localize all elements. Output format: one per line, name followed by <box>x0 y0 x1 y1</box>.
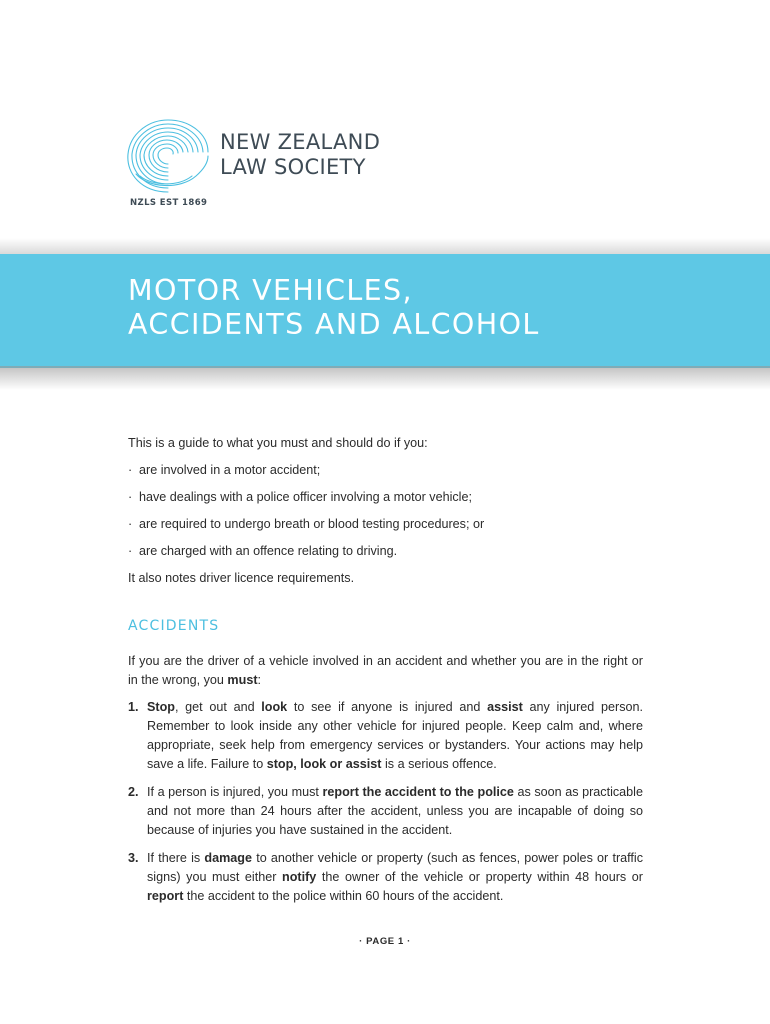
page-number: · PAGE 1 · <box>359 936 411 947</box>
list-item <box>128 542 643 561</box>
list-item <box>128 515 643 534</box>
list-item <box>128 698 643 774</box>
step-text: as soon as practicable and not more than 24 hours after the accident, unless you are incapable of doing so because of injuries you have sustained in the accident. <box>147 785 643 837</box>
lead-bold: must <box>227 673 258 687</box>
intro-lead: This is a guide to what you must and should do if you: <box>128 436 428 450</box>
org-name-line1: NEW ZEALAND <box>220 130 381 154</box>
list-item <box>128 488 643 507</box>
list-item <box>128 849 643 906</box>
step-text: to another vehicle or property (such as fences, power poles or traffic signs) you must either <box>147 851 644 884</box>
banner-shadow-bottom <box>0 366 770 390</box>
step-text: , get out and <box>174 700 262 714</box>
step-text: to see if anyone is injured and <box>287 700 488 714</box>
document-title <box>128 274 540 342</box>
list-item <box>128 461 643 480</box>
org-established: NZLS EST 1869 <box>130 198 208 208</box>
spiral-wave-logo-icon <box>122 116 214 196</box>
step-bold: damage <box>204 851 252 865</box>
step-bold: Stop <box>147 700 175 714</box>
bullet-dot: · <box>128 490 133 504</box>
document-title-line1: MOTOR VEHICLES, <box>128 274 414 307</box>
bullet-text: have dealings with a police officer involving a motor vehicle; <box>139 490 472 504</box>
section-heading-accidents: ACCIDENTS <box>128 618 220 634</box>
bullet-dot: · <box>128 517 133 531</box>
bullet-text: are involved in a motor accident; <box>139 463 321 477</box>
intro-outro: It also notes driver licence requirements. <box>128 571 355 585</box>
document-body <box>128 434 643 915</box>
lead-text: If you are the driver of a vehicle involved in an accident and whether you are in the right or in the wrong, you <box>128 654 643 687</box>
document-title-line2: ACCIDENTS AND ALCOHOL <box>128 308 540 341</box>
accidents-lead <box>128 652 643 690</box>
step-text: any injured person. Remember to look inside any other vehicle for injured people. Keep calm and, where appropriate, seek help from emergency services or bystanders. Your actions may help save a life. Failure to <box>147 700 643 771</box>
step-bold: look <box>261 700 288 714</box>
bullet-text: are charged with an offence relating to driving. <box>139 544 398 558</box>
step-number: 1. <box>128 700 139 714</box>
org-name-line2: LAW SOCIETY <box>220 155 366 179</box>
bullet-dot: · <box>128 544 133 558</box>
step-text: If there is <box>147 851 205 865</box>
step-text: is a serious offence. <box>381 757 497 771</box>
lead-end: : <box>257 673 262 687</box>
bullet-text: are required to undergo breath or blood testing procedures; or <box>139 517 485 531</box>
step-text: If a person is injured, you must <box>147 785 323 799</box>
step-number: 3. <box>128 851 139 865</box>
step-bold: report <box>147 889 184 903</box>
bullet-dot: · <box>128 463 133 477</box>
step-bold: report the accident to the police <box>322 785 514 799</box>
step-bold: assist <box>487 700 523 714</box>
accident-steps-list <box>128 698 643 906</box>
step-text: the accident to the police within 60 hours of the accident. <box>183 889 504 903</box>
intro-bullet-list <box>128 461 643 561</box>
step-text: the owner of the vehicle or property within 48 hours or <box>316 870 643 884</box>
step-bold: stop, look or assist <box>266 757 382 771</box>
org-name <box>220 130 380 180</box>
step-number: 2. <box>128 785 139 799</box>
list-item <box>128 783 643 840</box>
step-bold: notify <box>282 870 317 884</box>
